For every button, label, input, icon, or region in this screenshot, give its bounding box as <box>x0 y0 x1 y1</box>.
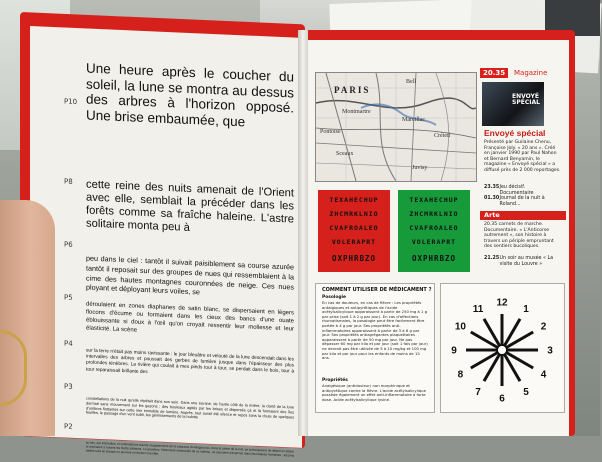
reading-text-p6: peu dans le ciel : tantôt il suivait paisiblement sa course azurée tantôt il reposait sur des groupes de nues qui ressemblaient à la cime des hautes montagnes couronnées de neige. Ces nues ployant et déployant leurs voiles, se <box>86 253 294 297</box>
street-map <box>315 72 477 182</box>
reading-text-p5: déroulaient en zones diaphanes de satin blanc, se dispersaient en légers flocons d'écume ou formaient dans les cieux des bancs d'une ouate éblouissante si doux à l'œil qu'on croyait ressentir leur mollesse et leur élasticité. La scène <box>86 301 294 334</box>
dial-number: 3 <box>547 345 553 357</box>
letter-row: OXPHRBZO <box>331 254 377 263</box>
letter-row: OXPHRBZO <box>411 254 457 263</box>
print-size-label: P10 <box>64 97 78 107</box>
tv-schedule-time: 01.30 <box>484 196 500 201</box>
dial-number: 6 <box>499 393 505 405</box>
letter-row: ZHCMRKLNIO <box>409 210 459 218</box>
print-size-label: P8 <box>64 177 73 186</box>
tv-channel-description: 20.35 carnets de marche. Documentaire. « L'Anticorse autrement », son histoire à travers un périple empruntant des sentiers bucoliques. <box>484 222 554 250</box>
map-label: Marcillac <box>402 117 425 123</box>
dial-number: 11 <box>472 303 484 315</box>
tv-schedule-desc: Un soir au musée « La visite du Louvre » <box>499 256 554 267</box>
letter-row: TEXAHECHUP <box>409 196 459 204</box>
print-size-label: P6 <box>64 240 73 249</box>
tv-schedule-time: 21.25 <box>484 256 500 261</box>
print-size-label: P5 <box>64 293 73 302</box>
tv-schedule-desc: Journal de la nuit à Roland... <box>499 196 545 207</box>
article-section-heading: Propriétés <box>322 378 348 383</box>
map-label: Bell <box>406 79 416 85</box>
article-section-text: Analgésique (antidouleur) non morphinique et antipyrétique contre la fièvre. L'acide acétylsalicylique possède également un effet anti-inflammatoire à forte dose. Acide acétylsalicylique lysine. <box>322 383 426 402</box>
dial-number: 12 <box>496 297 508 309</box>
reading-text-p3: constellations de la nuit qu'elle répétait dans son sein. Dans une savane, de l'autre côté de la rivière, la clarté de la lune dormait sans mouvement sur les gazons ; des bouleaux agités par les brises et dispersés çà et là formaient des îles d'ombres flottantes sur cette mer immobile de lumière. Auprès, tout aurait été silence et repos sans la chute de quelques feuilles, le passage d'un vent subit, les gémissements de la hulotte <box>86 396 294 420</box>
print-size-label: P3 <box>64 382 73 391</box>
dial-number: 9 <box>451 345 457 357</box>
letter-row: VOLERAPRT <box>411 238 457 246</box>
dial-number: 2 <box>540 321 547 333</box>
dial-number: 10 <box>454 321 466 333</box>
letter-row: TEXAHECHUP <box>329 196 379 204</box>
map-label: Créteil <box>434 133 451 139</box>
reading-text-p4: sur la terre n'était pas moins ravissante : le jour bleuâtre et velouté de la lune descendait dans les intervalles des arbres et poussait des gerbes de lumière jusque dans l'épaisseur des plus profondes ténèbres. La rivière qui coulait à mes pieds tour à tour, se perdait dans le bois, tour à tour reparaissait brillante des <box>86 348 294 375</box>
article-section-text: En cas de douleurs, en cas de fièvre : Les propriétés antalgiques et antipyrétiques de l'acide acétylsalicylique apparaissent à partir de 250 mg à 1 g par prise (soit 1 à 2 g par jour). En cas d'affections rhumatismales, la posologie peut être facilement être portée à 4 g par jour. Ses propriétés anti-inflammatoires apparaissent à partir de 3 à 6 g par jour. Ses propriétés antiagrégantes plaquettaires apparaissent à partir de 50 mg par jour. Ne pas dépasser 60 mg par kilo et par jour (soit 1 fois par jour) ne devrait pas être utilisée de 5 à 10 mg/kg et 100 mg par kilo et par jour pour les enfants de moins de 15 ans. <box>322 300 428 361</box>
article-section-heading: Posologie <box>322 295 347 300</box>
tv-schedule-row <box>484 196 558 207</box>
astigmatism-dial <box>440 283 565 413</box>
reading-card-left-page <box>30 26 302 458</box>
tv-program-description: Présenté par Guilaine Chenu, Françoise Joly. « 20 ans ». Créé en janvier 1990 par Paul Nahon et Bernard Benyamin, le magazine « Envoyé spécial » a diffusé près de 2 000 reportages. <box>484 140 561 173</box>
astigmatism-dial-graphic <box>441 284 564 412</box>
tv-schedule-time: 23.35 <box>484 185 500 190</box>
letter-row: CVAFROALEO <box>409 224 459 232</box>
dial-number: 1 <box>523 303 529 315</box>
dial-number: 5 <box>523 387 529 399</box>
dial-number: 8 <box>457 369 464 381</box>
map-label: Montmartre <box>342 109 371 115</box>
dial-number: 4 <box>540 369 547 381</box>
print-size-label: P4 <box>64 339 73 348</box>
green-letter-chart <box>398 190 470 272</box>
dial-number: 7 <box>475 387 481 399</box>
letter-row: CVAFROALEO <box>329 224 379 232</box>
tv-channel-badge: Arte <box>480 211 566 220</box>
map-label: Juvisy <box>412 165 428 171</box>
tv-schedule-row <box>484 185 558 196</box>
tv-program-photo <box>482 82 544 126</box>
letter-row: ZHCMRKLNIO <box>329 210 379 218</box>
reading-text-p8: cette reine des nuits amenait de l'Orient avec elle, semblait la précéder dans les forêts comme sa fraîche haleine. L'astre solitaire monta peu à <box>86 178 294 234</box>
article-title: COMMENT UTILISER DE MÉDICAMENT ? <box>322 287 432 293</box>
tv-schedule-row <box>484 256 558 267</box>
tv-schedule-desc: Jeu décisif. Documentaire <box>499 185 534 196</box>
tv-program-title: Envoyé spécial <box>484 128 546 138</box>
card-spine <box>298 30 308 436</box>
tv-photo-caption: ENVOYÉ SPÉCIAL <box>512 93 540 106</box>
print-size-label: P2 <box>64 422 73 431</box>
red-letter-chart <box>318 190 390 272</box>
reading-text-p2: au loin, par intervalles, on entendait les sourds mugissements de la cataracte du Niagara qui, dans le calme de la nuit, se prolongeaient de désert en désert et expiraient à travers les forêts solitaires. La grandeur, l'étonnante mélancolie de ce tableau, ne sauraient s'exprimer dans les langues humaines ; les plus belles nuits en Europe ne peuvent en donner une idée. <box>86 440 294 458</box>
map-label: Pontoise <box>320 129 341 135</box>
map-label: Sceaux <box>336 151 354 157</box>
letter-row: VOLERAPRT <box>331 238 377 246</box>
map-title: PARIS <box>334 85 371 95</box>
tv-time-badge: 20.35 <box>480 68 508 78</box>
reading-text-p10: Une heure après le coucher du soleil, la lune se montra au dessus des arbres à l'horizon opposé. Une brise embaumée, que <box>86 60 294 130</box>
medicine-article <box>315 283 435 413</box>
tv-genre-label: Magazine <box>514 69 548 77</box>
